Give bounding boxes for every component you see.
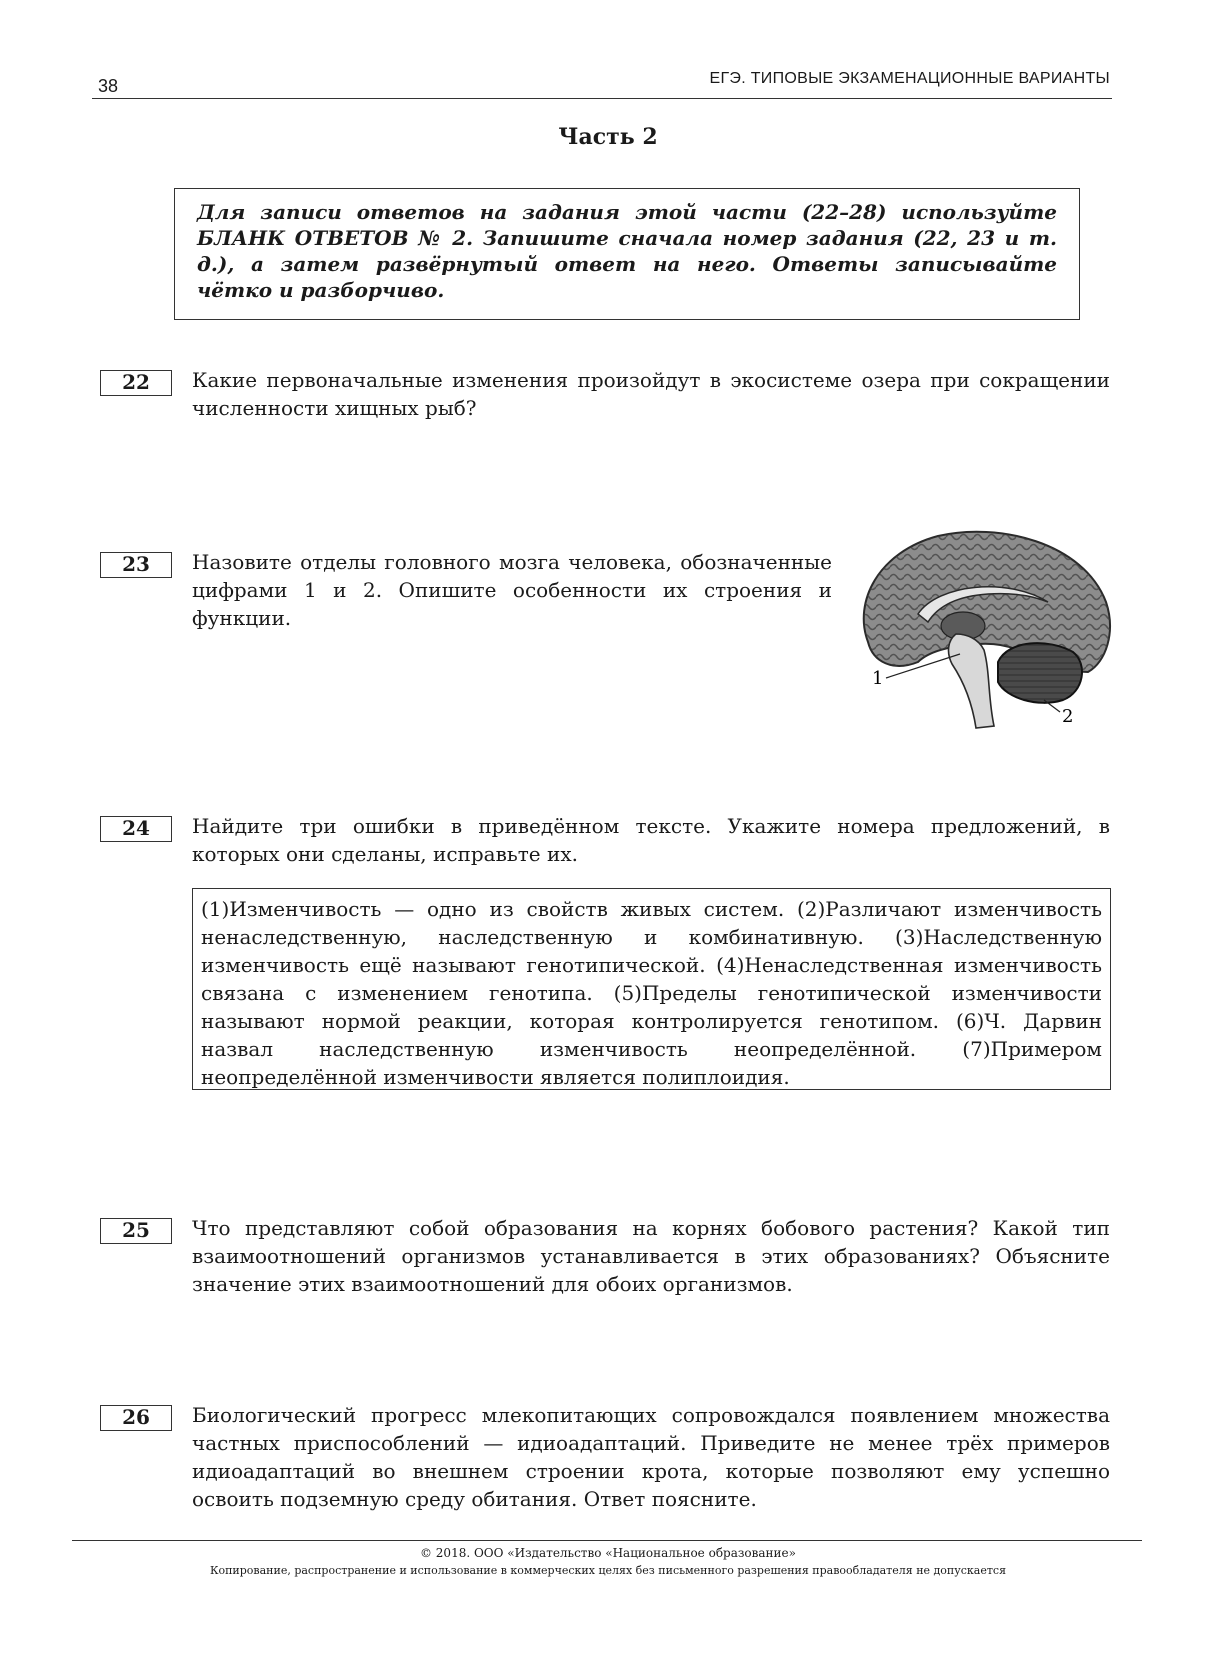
figure-label-2: 2 [1062,706,1074,727]
footer-rule [72,1540,1142,1541]
footer-copyright: © 2018. ООО «Издательство «Национальное образование» [419,1546,796,1560]
running-header-title: ЕГЭ. ТИПОВЫЕ ЭКЗАМЕНАЦИОННЫЕ ВАРИАНТЫ [709,70,1110,87]
question-24-number: 24 [100,816,172,842]
figure-label-1: 1 [872,668,884,689]
brainstem-shape [949,634,994,728]
question-23-number: 23 [100,552,172,578]
footer-legal-notice: Копирование, распространение и использование в коммерческих целях без письменного разрешения правообладателя не допускается [209,1564,1007,1577]
question-26-text: Биологический прогресс млекопитающих сопровождался появлением множества частных приспособлений — идиоадаптаций. Приведите не менее трёх примеров идиоадаптаций во внешнем строении крота, которые позволяют ему успешно освоить подземную среду обитания. Ответ поясните. [192,1403,1110,1511]
question-22-text: Какие первоначальные изменения произойдут в экосистеме озера при сокращении численности хищных рыб? [192,368,1110,420]
question-25-number: 25 [100,1218,172,1244]
question-26-number: 26 [100,1405,172,1431]
question-22-number: 22 [100,370,172,396]
instructions-box: Для записи ответов на задания этой части (22–28) используйте БЛАНК ОТВЕТОВ № 2. Запишите сначала номер задания (22, 23 и т. д.), а затем развёрнутый ответ на него. Ответы записывайте чётко и разборчиво. [174,188,1080,320]
question-23-text: Назовите отделы головного мозга человека, обозначенные цифрами 1 и 2. Опишите особенности их строения и функции. [192,550,832,630]
brain-sagittal-figure [848,522,1118,742]
header-rule [92,98,1112,99]
page-number: 38 [98,76,119,96]
question-24-erroneous-text-box: (1)Изменчивость — одно из свойств живых систем. (2)Различают изменчивость ненаследственную, наследственную и комбинативную. (3)Наследственную изменчивость ещё называют генотипической. (4)Ненаследственная изменчивость связана с изменением генотипа. (5)Пределы генотипической изменчивости называют нормой реакции, которая контролируется генотипом. (6)Ч. Дарвин назвал наследственную изменчивость неопределённой. (7)Примером неопределённой изменчивости является полиплоидия. [192,888,1111,1090]
part-title: Часть 2 [558,124,658,150]
question-25-text: Что представляют собой образования на корнях бобового растения? Какой тип взаимоотношений организмов устанавливается в этих образованиях? Объясните значение этих взаимоотношений для обоих организмов. [192,1216,1110,1296]
question-24-text: Найдите три ошибки в приведённом тексте. Укажите номера предложений, в которых они сделаны, исправьте их. [192,814,1110,866]
